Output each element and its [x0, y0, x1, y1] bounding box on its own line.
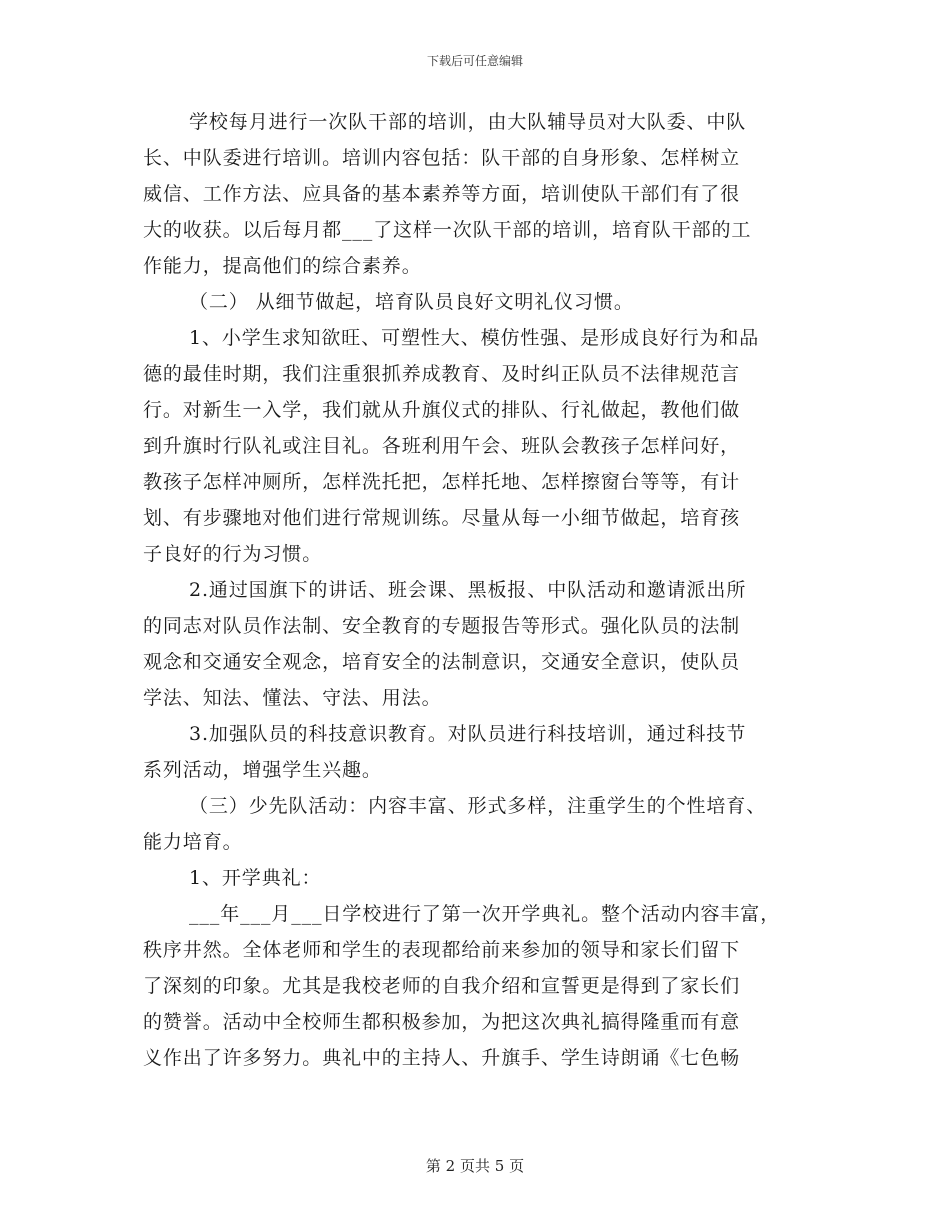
- text-line: 2.通过国旗下的讲话、班会课、黑板报、中队活动和邀请派出所: [189, 579, 747, 601]
- subsection-heading: 1、开学典礼：: [189, 867, 322, 889]
- text-line: 3.加强队员的科技意识教育。对队员进行科技培训，通过科技节: [189, 723, 747, 745]
- text-line: 义作出了许多努力。典礼中的主持人、升旗手、学生诗朗诵《七色畅: [143, 1047, 741, 1069]
- text-line: 的赞誉。活动中全校师生都积极参加，为把这次典礼搞得隆重而有意: [143, 1011, 741, 1033]
- section-heading: （三）少先队活动：内容丰富、形式多样，注重学生的个性培育、: [189, 795, 767, 817]
- page-header: 下载后可任意编辑: [426, 54, 523, 68]
- text-line: 了深刻的印象。尤其是我校老师的自我介绍和宣誓更是得到了家长们: [143, 975, 741, 997]
- text-line: ___年___月___日学校进行了第一次开学典礼。整个活动内容丰富，: [189, 903, 781, 925]
- page-number: 第 2 页共 5 页: [425, 1157, 525, 1175]
- text-line: 到升旗时行队礼或注目礼。各班利用午会、班队会教孩子怎样问好，: [143, 435, 741, 457]
- section-heading: （二） 从细节做起，培育队员良好文明礼仪习惯。: [189, 291, 634, 313]
- text-line: 学法、知法、懂法、守法、用法。: [143, 687, 442, 709]
- text-line: 子良好的行为习惯。: [143, 543, 323, 565]
- text-line: 教孩子怎样冲厕所，怎样洗托把，怎样托地、怎样擦窗台等等，有计: [143, 471, 741, 493]
- text-line: 1、小学生求知欲旺、可塑性大、模仿性强、是形成良好行为和品: [189, 327, 760, 349]
- text-line: 作能力，提高他们的综合素养。: [143, 255, 422, 277]
- text-line: 划、有步骤地对他们进行常规训练。尽量从每一小细节做起，培育孩: [143, 507, 741, 529]
- text-line: 德的最佳时期，我们注重狠抓养成教育、及时纠正队员不法律规范言: [143, 363, 741, 385]
- text-line: 威信、工作方法、应具备的基本素养等方面，培训使队干部们有了很: [143, 183, 741, 205]
- text-line: 秩序井然。全体老师和学生的表现都给前来参加的领导和家长们留下: [143, 939, 741, 961]
- text-line: 的同志对队员作法制、安全教育的专题报告等形式。强化队员的法制: [143, 615, 741, 637]
- document-body: [143, 104, 825, 1076]
- text-line: 系列活动，增强学生兴趣。: [143, 759, 382, 781]
- text-line: 大的收获。以后每月都___了这样一次队干部的培训，培育队干部的工: [143, 219, 752, 241]
- text-line: 行。对新生一入学，我们就从升旗仪式的排队、行礼做起，教他们做: [143, 399, 741, 421]
- text-line: 观念和交通安全观念，培育安全的法制意识，交通安全意识，使队员: [143, 651, 741, 673]
- text-line: 学校每月进行一次队干部的培训，由大队辅导员对大队委、中队: [189, 111, 747, 133]
- text-line: 长、中队委进行培训。培训内容包括：队干部的自身形象、怎样树立: [143, 147, 741, 169]
- text-line: 能力培育。: [143, 831, 243, 853]
